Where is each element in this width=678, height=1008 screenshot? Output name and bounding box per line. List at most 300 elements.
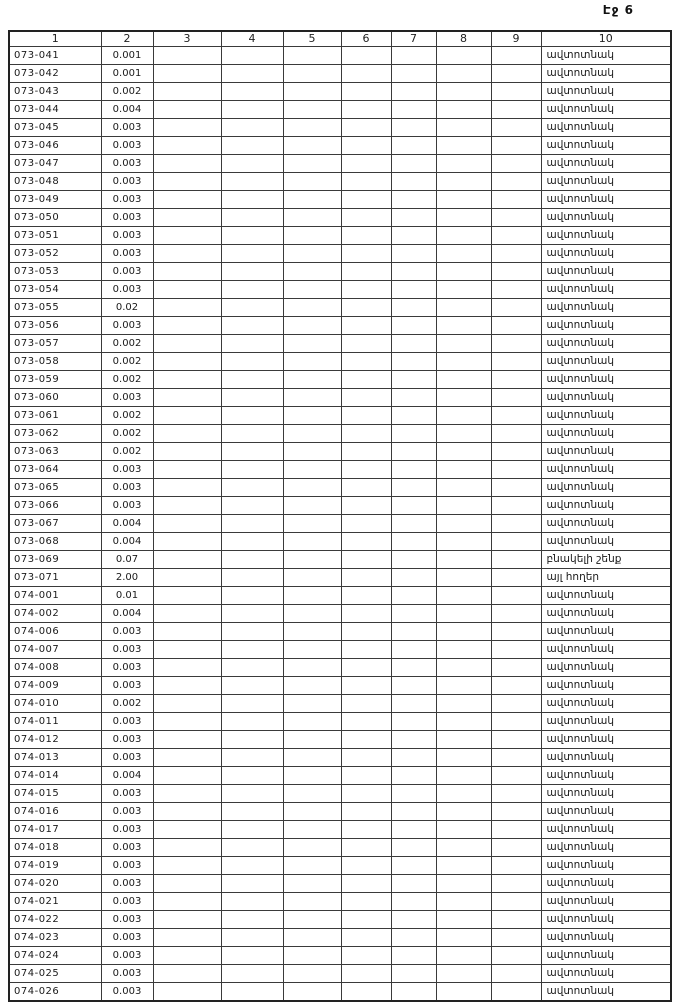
area-value-cell: 0.003 xyxy=(101,173,153,191)
empty-cell xyxy=(341,623,391,641)
land-use-cell: ավտոտնակ xyxy=(541,695,671,713)
empty-cell xyxy=(221,173,283,191)
table-row xyxy=(9,875,671,893)
column-header: 6 xyxy=(341,31,391,47)
empty-cell xyxy=(436,713,491,731)
empty-cell xyxy=(283,497,341,515)
empty-cell xyxy=(436,47,491,65)
empty-cell xyxy=(153,803,221,821)
empty-cell xyxy=(491,731,541,749)
parcel-code-cell: 074-025 xyxy=(9,965,101,983)
empty-cell xyxy=(391,641,436,659)
empty-cell xyxy=(221,245,283,263)
empty-cell xyxy=(221,695,283,713)
land-use-cell: ավտոտնակ xyxy=(541,803,671,821)
empty-cell xyxy=(436,641,491,659)
empty-cell xyxy=(391,857,436,875)
empty-cell xyxy=(341,605,391,623)
area-value-cell: 0.003 xyxy=(101,389,153,407)
column-header: 3 xyxy=(153,31,221,47)
empty-cell xyxy=(283,947,341,965)
empty-cell xyxy=(283,767,341,785)
table-row xyxy=(9,911,671,929)
empty-cell xyxy=(221,911,283,929)
parcel-code-cell: 074-018 xyxy=(9,839,101,857)
empty-cell xyxy=(153,875,221,893)
empty-cell xyxy=(283,119,341,137)
empty-cell xyxy=(341,965,391,983)
area-value-cell: 0.001 xyxy=(101,47,153,65)
parcel-code-cell: 074-007 xyxy=(9,641,101,659)
empty-cell xyxy=(491,443,541,461)
land-use-cell: ավտոտնակ xyxy=(541,587,671,605)
empty-cell xyxy=(283,605,341,623)
parcel-code-cell: 073-044 xyxy=(9,101,101,119)
empty-cell xyxy=(391,497,436,515)
empty-cell xyxy=(221,965,283,983)
table-row xyxy=(9,245,671,263)
land-use-cell: ավտոտնակ xyxy=(541,875,671,893)
empty-cell xyxy=(391,713,436,731)
empty-cell xyxy=(391,983,436,1002)
empty-cell xyxy=(491,533,541,551)
land-use-cell: ավտոտնակ xyxy=(541,731,671,749)
empty-cell xyxy=(283,551,341,569)
empty-cell xyxy=(341,551,391,569)
empty-cell xyxy=(391,317,436,335)
empty-cell xyxy=(283,749,341,767)
area-value-cell: 0.01 xyxy=(101,587,153,605)
empty-cell xyxy=(153,731,221,749)
column-header: 1 xyxy=(9,31,101,47)
area-value-cell: 0.004 xyxy=(101,767,153,785)
empty-cell xyxy=(153,173,221,191)
table-row xyxy=(9,785,671,803)
empty-cell xyxy=(283,893,341,911)
parcel-code-cell: 073-059 xyxy=(9,371,101,389)
land-use-cell: բնակելի շենք xyxy=(541,551,671,569)
empty-cell xyxy=(153,83,221,101)
empty-cell xyxy=(391,821,436,839)
empty-cell xyxy=(491,425,541,443)
empty-cell xyxy=(491,623,541,641)
empty-cell xyxy=(221,551,283,569)
empty-cell xyxy=(221,209,283,227)
table-row xyxy=(9,173,671,191)
empty-cell xyxy=(391,695,436,713)
empty-cell xyxy=(283,263,341,281)
empty-cell xyxy=(283,173,341,191)
parcel-code-cell: 074-019 xyxy=(9,857,101,875)
empty-cell xyxy=(341,83,391,101)
parcel-code-cell: 073-061 xyxy=(9,407,101,425)
table-row xyxy=(9,299,671,317)
empty-cell xyxy=(153,515,221,533)
land-use-cell: ավտոտնակ xyxy=(541,209,671,227)
empty-cell xyxy=(283,137,341,155)
empty-cell xyxy=(341,191,391,209)
empty-cell xyxy=(341,425,391,443)
empty-cell xyxy=(391,227,436,245)
empty-cell xyxy=(153,425,221,443)
table-row xyxy=(9,605,671,623)
empty-cell xyxy=(391,371,436,389)
empty-cell xyxy=(153,407,221,425)
empty-cell xyxy=(491,677,541,695)
empty-cell xyxy=(283,677,341,695)
land-use-cell: ավտոտնակ xyxy=(541,623,671,641)
table-row xyxy=(9,713,671,731)
land-use-cell: ավտոտնակ xyxy=(541,839,671,857)
empty-cell xyxy=(283,479,341,497)
column-header: 8 xyxy=(436,31,491,47)
empty-cell xyxy=(221,83,283,101)
empty-cell xyxy=(283,533,341,551)
land-use-cell: ավտոտնակ xyxy=(541,443,671,461)
empty-cell xyxy=(391,929,436,947)
empty-cell xyxy=(491,605,541,623)
empty-cell xyxy=(391,191,436,209)
empty-cell xyxy=(221,731,283,749)
area-value-cell: 0.003 xyxy=(101,821,153,839)
empty-cell xyxy=(283,929,341,947)
land-use-cell: ավտոտնակ xyxy=(541,947,671,965)
empty-cell xyxy=(341,371,391,389)
empty-cell xyxy=(491,803,541,821)
empty-cell xyxy=(436,605,491,623)
empty-cell xyxy=(153,929,221,947)
empty-cell xyxy=(283,461,341,479)
empty-cell xyxy=(283,857,341,875)
empty-cell xyxy=(283,983,341,1002)
parcel-code-cell: 074-013 xyxy=(9,749,101,767)
table-row xyxy=(9,47,671,65)
empty-cell xyxy=(341,893,391,911)
table-row xyxy=(9,407,671,425)
empty-cell xyxy=(221,119,283,137)
table-row xyxy=(9,677,671,695)
area-value-cell: 0.002 xyxy=(101,407,153,425)
empty-cell xyxy=(491,983,541,1002)
land-use-cell: ավտոտնակ xyxy=(541,677,671,695)
empty-cell xyxy=(221,353,283,371)
empty-cell xyxy=(341,101,391,119)
table-row xyxy=(9,515,671,533)
land-use-cell: ավտոտնակ xyxy=(541,821,671,839)
parcel-code-cell: 073-054 xyxy=(9,281,101,299)
empty-cell xyxy=(391,101,436,119)
empty-cell xyxy=(341,569,391,587)
parcel-code-cell: 073-043 xyxy=(9,83,101,101)
empty-cell xyxy=(391,335,436,353)
area-value-cell: 0.003 xyxy=(101,263,153,281)
land-use-cell: այլ հողեր xyxy=(541,569,671,587)
table-row xyxy=(9,731,671,749)
column-header: 7 xyxy=(391,31,436,47)
table-row xyxy=(9,155,671,173)
empty-cell xyxy=(221,479,283,497)
parcel-code-cell: 074-021 xyxy=(9,893,101,911)
empty-cell xyxy=(436,173,491,191)
table-row xyxy=(9,263,671,281)
empty-cell xyxy=(436,245,491,263)
empty-cell xyxy=(491,317,541,335)
empty-cell xyxy=(491,785,541,803)
empty-cell xyxy=(153,893,221,911)
area-value-cell: 2.00 xyxy=(101,569,153,587)
empty-cell xyxy=(341,299,391,317)
empty-cell xyxy=(221,749,283,767)
table-row xyxy=(9,83,671,101)
empty-cell xyxy=(436,371,491,389)
empty-cell xyxy=(221,677,283,695)
empty-cell xyxy=(283,695,341,713)
empty-cell xyxy=(283,425,341,443)
empty-cell xyxy=(341,155,391,173)
parcel-code-cell: 073-064 xyxy=(9,461,101,479)
table-row xyxy=(9,443,671,461)
table-row xyxy=(9,695,671,713)
land-use-cell: ավտոտնակ xyxy=(541,389,671,407)
empty-cell xyxy=(341,767,391,785)
table-row xyxy=(9,893,671,911)
empty-cell xyxy=(491,929,541,947)
land-use-cell: ավտոտնակ xyxy=(541,371,671,389)
empty-cell xyxy=(341,353,391,371)
empty-cell xyxy=(341,803,391,821)
empty-cell xyxy=(221,587,283,605)
empty-cell xyxy=(436,749,491,767)
empty-cell xyxy=(153,533,221,551)
land-use-cell: ավտոտնակ xyxy=(541,137,671,155)
empty-cell xyxy=(283,47,341,65)
empty-cell xyxy=(221,875,283,893)
empty-cell xyxy=(491,407,541,425)
empty-cell xyxy=(221,605,283,623)
empty-cell xyxy=(491,551,541,569)
empty-cell xyxy=(221,227,283,245)
parcel-code-cell: 073-068 xyxy=(9,533,101,551)
land-use-cell: ավտոտնակ xyxy=(541,497,671,515)
empty-cell xyxy=(391,245,436,263)
table-row xyxy=(9,587,671,605)
empty-cell xyxy=(391,353,436,371)
parcel-code-cell: 073-057 xyxy=(9,335,101,353)
empty-cell xyxy=(221,425,283,443)
empty-cell xyxy=(283,641,341,659)
land-use-cell: ավտոտնակ xyxy=(541,173,671,191)
empty-cell xyxy=(491,155,541,173)
land-use-cell: ավտոտնակ xyxy=(541,713,671,731)
land-use-cell: ավտոտնակ xyxy=(541,533,671,551)
empty-cell xyxy=(341,911,391,929)
land-use-cell: ավտոտնակ xyxy=(541,335,671,353)
empty-cell xyxy=(153,965,221,983)
table-row xyxy=(9,353,671,371)
empty-cell xyxy=(341,749,391,767)
empty-cell xyxy=(341,533,391,551)
empty-cell xyxy=(341,65,391,83)
empty-cell xyxy=(436,83,491,101)
empty-cell xyxy=(436,785,491,803)
land-use-cell: ավտոտնակ xyxy=(541,299,671,317)
empty-cell xyxy=(341,317,391,335)
parcel-code-cell: 073-060 xyxy=(9,389,101,407)
area-value-cell: 0.02 xyxy=(101,299,153,317)
empty-cell xyxy=(491,65,541,83)
empty-cell xyxy=(436,263,491,281)
table-row xyxy=(9,533,671,551)
table-row xyxy=(9,641,671,659)
parcel-code-cell: 074-017 xyxy=(9,821,101,839)
empty-cell xyxy=(436,569,491,587)
area-value-cell: 0.002 xyxy=(101,695,153,713)
empty-cell xyxy=(391,443,436,461)
area-value-cell: 0.003 xyxy=(101,731,153,749)
empty-cell xyxy=(491,263,541,281)
empty-cell xyxy=(436,659,491,677)
empty-cell xyxy=(153,461,221,479)
empty-cell xyxy=(436,551,491,569)
table-row xyxy=(9,497,671,515)
empty-cell xyxy=(436,353,491,371)
land-use-cell: ավտոտնակ xyxy=(541,641,671,659)
empty-cell xyxy=(341,497,391,515)
empty-cell xyxy=(153,155,221,173)
area-value-cell: 0.003 xyxy=(101,965,153,983)
area-value-cell: 0.003 xyxy=(101,947,153,965)
land-use-cell: ավտոտնակ xyxy=(541,281,671,299)
empty-cell xyxy=(391,839,436,857)
table-row xyxy=(9,965,671,983)
empty-cell xyxy=(341,137,391,155)
empty-cell xyxy=(391,533,436,551)
empty-cell xyxy=(391,209,436,227)
empty-cell xyxy=(391,281,436,299)
empty-cell xyxy=(341,947,391,965)
empty-cell xyxy=(221,569,283,587)
empty-cell xyxy=(221,371,283,389)
empty-cell xyxy=(391,389,436,407)
empty-cell xyxy=(153,767,221,785)
empty-cell xyxy=(221,497,283,515)
empty-cell xyxy=(491,875,541,893)
empty-cell xyxy=(436,425,491,443)
area-value-cell: 0.003 xyxy=(101,659,153,677)
page-number-label: Էջ 6 xyxy=(602,3,634,17)
land-use-cell: ավտոտնակ xyxy=(541,515,671,533)
parcel-code-cell: 073-058 xyxy=(9,353,101,371)
area-value-cell: 0.003 xyxy=(101,119,153,137)
empty-cell xyxy=(491,245,541,263)
empty-cell xyxy=(221,47,283,65)
empty-cell xyxy=(391,47,436,65)
empty-cell xyxy=(153,695,221,713)
empty-cell xyxy=(283,407,341,425)
empty-cell xyxy=(391,785,436,803)
empty-cell xyxy=(153,191,221,209)
empty-cell xyxy=(341,641,391,659)
area-value-cell: 0.003 xyxy=(101,983,153,1002)
empty-cell xyxy=(391,137,436,155)
table-row xyxy=(9,821,671,839)
empty-cell xyxy=(491,209,541,227)
empty-cell xyxy=(491,695,541,713)
empty-cell xyxy=(436,677,491,695)
empty-cell xyxy=(153,263,221,281)
empty-cell xyxy=(153,497,221,515)
table-row xyxy=(9,191,671,209)
parcel-code-cell: 074-015 xyxy=(9,785,101,803)
empty-cell xyxy=(283,839,341,857)
empty-cell xyxy=(341,407,391,425)
empty-cell xyxy=(491,101,541,119)
land-use-cell: ավտոտնակ xyxy=(541,461,671,479)
empty-cell xyxy=(283,317,341,335)
empty-cell xyxy=(391,731,436,749)
land-use-cell: ավտոտնակ xyxy=(541,965,671,983)
parcel-code-cell: 073-067 xyxy=(9,515,101,533)
area-value-cell: 0.004 xyxy=(101,605,153,623)
table-row xyxy=(9,461,671,479)
empty-cell xyxy=(283,353,341,371)
empty-cell xyxy=(391,299,436,317)
area-value-cell: 0.003 xyxy=(101,497,153,515)
empty-cell xyxy=(491,641,541,659)
empty-cell xyxy=(436,731,491,749)
land-use-cell: ավտոտնակ xyxy=(541,263,671,281)
empty-cell xyxy=(221,335,283,353)
empty-cell xyxy=(436,839,491,857)
empty-cell xyxy=(221,641,283,659)
parcel-code-cell: 074-008 xyxy=(9,659,101,677)
land-use-cell: ավտոտնակ xyxy=(541,659,671,677)
empty-cell xyxy=(341,479,391,497)
empty-cell xyxy=(341,263,391,281)
empty-cell xyxy=(391,479,436,497)
area-value-cell: 0.002 xyxy=(101,83,153,101)
empty-cell xyxy=(436,137,491,155)
empty-cell xyxy=(391,407,436,425)
empty-cell xyxy=(283,371,341,389)
empty-cell xyxy=(436,587,491,605)
empty-cell xyxy=(283,281,341,299)
empty-cell xyxy=(283,911,341,929)
parcel-code-cell: 073-050 xyxy=(9,209,101,227)
area-value-cell: 0.004 xyxy=(101,515,153,533)
empty-cell xyxy=(283,875,341,893)
empty-cell xyxy=(436,101,491,119)
table-row xyxy=(9,983,671,1002)
empty-cell xyxy=(391,461,436,479)
empty-cell xyxy=(341,443,391,461)
empty-cell xyxy=(221,983,283,1002)
land-use-cell: ավտոտնակ xyxy=(541,605,671,623)
empty-cell xyxy=(221,857,283,875)
area-value-cell: 0.003 xyxy=(101,911,153,929)
empty-cell xyxy=(391,119,436,137)
empty-cell xyxy=(341,857,391,875)
empty-cell xyxy=(153,299,221,317)
empty-cell xyxy=(221,947,283,965)
land-use-cell: ավտոտնակ xyxy=(541,911,671,929)
empty-cell xyxy=(153,677,221,695)
empty-cell xyxy=(491,353,541,371)
empty-cell xyxy=(341,47,391,65)
empty-cell xyxy=(341,209,391,227)
parcel-code-cell: 073-046 xyxy=(9,137,101,155)
land-use-cell: ավտոտնակ xyxy=(541,47,671,65)
